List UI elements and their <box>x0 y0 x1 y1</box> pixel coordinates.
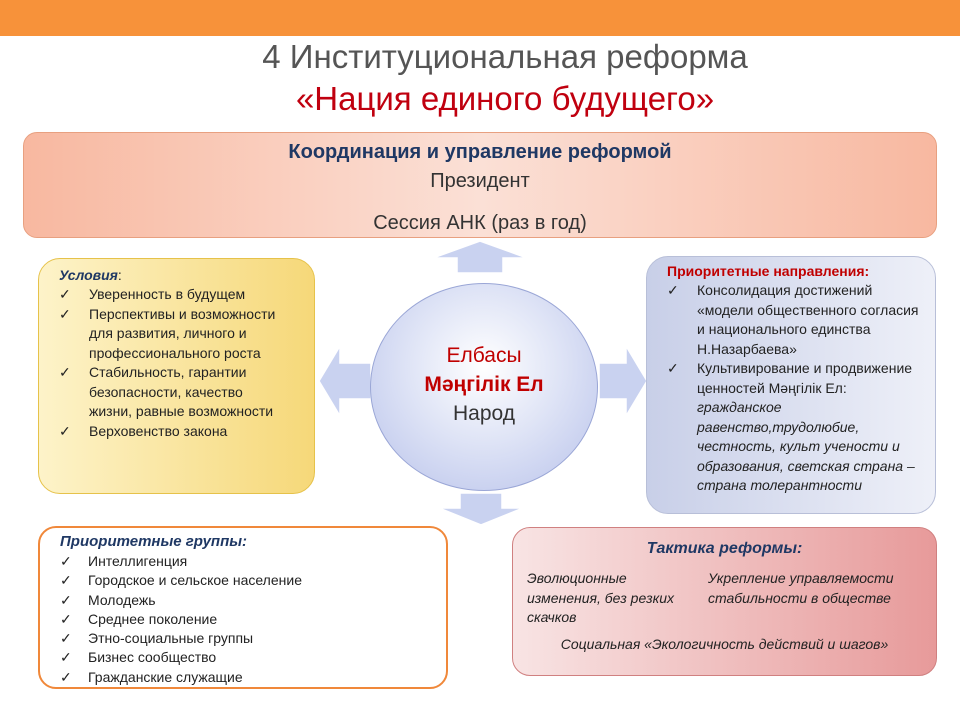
check-icon: ✓ <box>60 649 72 666</box>
check-icon: ✓ <box>60 553 72 569</box>
priority-directions-heading: Приоритетные направления: <box>667 263 870 279</box>
check-icon: ✓ <box>60 630 72 647</box>
check-icon: ✓ <box>60 668 72 685</box>
slide-subtitle: «Нация единого будущего» <box>295 80 715 117</box>
conditions-heading: Условия: <box>59 267 122 283</box>
check-icon: ✓ <box>60 591 72 608</box>
check-icon: ✓ <box>59 422 71 439</box>
priority-directions-list <box>667 281 927 496</box>
tactics-stability: Укрепление управляемости стабильности в обществе <box>708 570 894 606</box>
tactics-heading: Тактика реформы: <box>646 540 803 557</box>
center-elbasy: Елбасы <box>446 344 522 367</box>
list-item: ✓ Бизнес сообщество <box>60 648 438 667</box>
coordination-heading: Координация и управление реформой <box>288 141 672 163</box>
center-circle <box>370 283 598 491</box>
list-item: ✓ Этно-социальные группы <box>60 629 438 648</box>
list-item: ✓ Молодежь <box>60 591 438 610</box>
list-item: ✓ Перспективы и возможности для развития, личного и профессионального роста <box>59 305 276 361</box>
priority-groups-list <box>60 552 438 687</box>
check-icon: ✓ <box>667 360 679 376</box>
conditions-box <box>38 258 315 494</box>
list-item: ✓ Культивирование и продвижение ценностей Мәңгілік Ел: гражданское равенство,трудолюбие, честность, культ учености и образования, светская страна – страна толерантности <box>667 360 915 493</box>
coordination-president: Президент <box>430 170 530 192</box>
list-item: ✓ Консолидация достижений «модели общественного согласия и национального единства Н.Назарбаева» <box>667 282 919 357</box>
check-icon: ✓ <box>59 364 71 380</box>
arrow-up-icon <box>432 240 528 274</box>
list-item: ✓ Гражданские служащие <box>60 668 438 687</box>
slide-title: 4 Институциональная реформа <box>262 38 748 75</box>
priority-groups-box <box>38 526 448 689</box>
list-item: ✓ Верховенство закона <box>59 422 306 442</box>
check-icon: ✓ <box>60 572 72 589</box>
conditions-list <box>59 285 306 441</box>
arrow-down-icon <box>438 492 524 526</box>
list-item: ✓ Интеллигенция <box>60 552 438 571</box>
tactics-evolutionary: Эволюционные изменения, без резких скачков <box>527 570 674 625</box>
tactics-footer: Социальная «Экологичность действий и шагов» <box>560 636 889 652</box>
check-icon: ✓ <box>667 282 679 298</box>
check-icon: ✓ <box>59 305 71 322</box>
list-item: ✓ Уверенность в будущем <box>59 285 306 305</box>
check-icon: ✓ <box>60 610 72 627</box>
check-icon: ✓ <box>59 286 71 302</box>
top-accent-bar <box>0 0 960 36</box>
list-item: ✓ Городское и сельское население <box>60 571 438 590</box>
priority-directions-box <box>646 256 936 514</box>
coordination-box <box>23 132 937 238</box>
center-mangilik-el: Мәңгілік Ел <box>424 373 544 396</box>
list-item: ✓ Стабильность, гарантии безопасности, качество жизни, равные возможности <box>59 364 274 419</box>
arrow-right-icon <box>598 345 648 417</box>
center-people: Народ <box>453 402 515 425</box>
priority-groups-heading: Приоритетные группы: <box>60 533 248 550</box>
coordination-session: Сессия АНК (раз в год) <box>373 212 587 234</box>
list-item: ✓ Среднее поколение <box>60 610 438 629</box>
arrow-left-icon <box>318 345 372 417</box>
tactics-box <box>512 527 937 676</box>
